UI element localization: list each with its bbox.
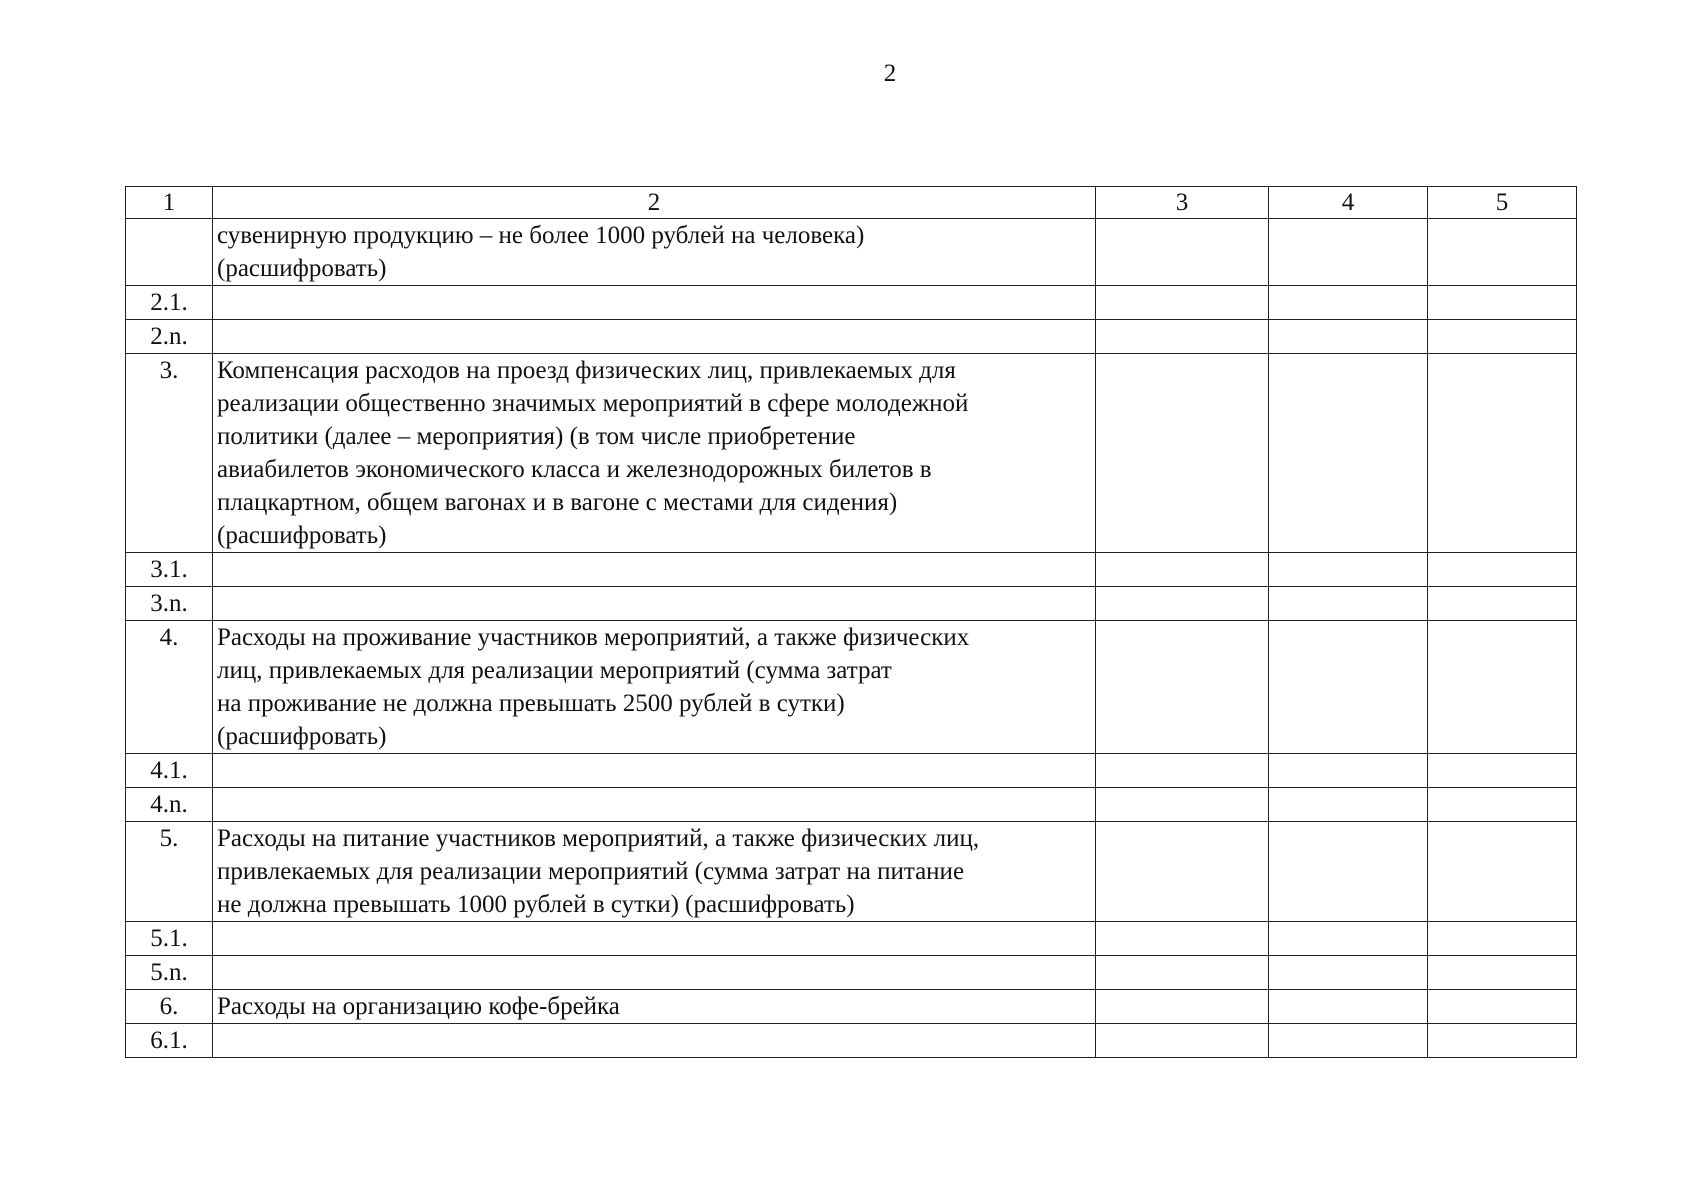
row-cell-4 [1269,822,1428,922]
row-cell-4 [1269,286,1428,320]
row-cell-3 [1096,320,1269,354]
table-row [126,354,1577,553]
table-row [126,621,1577,754]
row-cell-3 [1096,922,1269,956]
row-description: Расходы на проживание участников мероприятий, а также физических лиц, привлекаемых для реализации мероприятий (сумма затрат на проживание не должна превышать 2500 рублей в сутки) (расшифровать) [213,621,1096,754]
row-cell-5 [1428,553,1577,587]
row-cell-3 [1096,788,1269,822]
row-cell-4 [1269,553,1428,587]
row-number: 5.1. [126,922,213,956]
table-row [126,922,1577,956]
row-cell-3 [1096,354,1269,553]
row-cell-3 [1096,822,1269,922]
row-cell-5 [1428,754,1577,788]
row-cell-4 [1269,587,1428,621]
table-row [126,219,1577,286]
row-cell-3 [1096,219,1269,286]
page-number: 2 [883,60,897,87]
row-cell-5 [1428,1024,1577,1058]
row-description [213,922,1096,956]
header-cell-5: 5 [1428,187,1577,219]
row-number: 4.n. [126,788,213,822]
row-number: 2.1. [126,286,213,320]
row-number: 3. [126,354,213,553]
row-description [213,788,1096,822]
row-description [213,286,1096,320]
row-description [213,754,1096,788]
row-number: 3.1. [126,553,213,587]
table-row [126,788,1577,822]
row-cell-5 [1428,922,1577,956]
row-description [213,320,1096,354]
row-cell-5 [1428,219,1577,286]
row-cell-3 [1096,1024,1269,1058]
row-cell-4 [1269,788,1428,822]
table-row [126,587,1577,621]
row-description [213,587,1096,621]
header-cell-2: 2 [213,187,1096,219]
table-row [126,754,1577,788]
row-description [213,1024,1096,1058]
row-cell-5 [1428,320,1577,354]
row-number: 2.n. [126,320,213,354]
table-row [126,553,1577,587]
table-row [126,990,1577,1024]
row-description: Расходы на организацию кофе-брейка [213,990,1096,1024]
table-row [126,286,1577,320]
expense-table [125,186,1577,1058]
row-description [213,956,1096,990]
row-number: 4. [126,621,213,754]
row-cell-4 [1269,922,1428,956]
row-number: 6. [126,990,213,1024]
row-cell-4 [1269,621,1428,754]
row-number: 5.n. [126,956,213,990]
row-number: 6.1. [126,1024,213,1058]
row-description: Компенсация расходов на проезд физических лиц, привлекаемых для реализации общественно значимых мероприятий в сфере молодежной политики (далее – мероприятия) (в том числе приобретение авиабилетов экономического класса и железнодорожных билетов в плацкартном, общем вагонах и в вагоне с местами для сидения) (расшифровать) [213,354,1096,553]
row-cell-5 [1428,788,1577,822]
header-cell-3: 3 [1096,187,1269,219]
header-cell-1: 1 [126,187,213,219]
row-cell-3 [1096,587,1269,621]
table-row [126,822,1577,922]
row-cell-4 [1269,354,1428,553]
row-cell-5 [1428,956,1577,990]
row-number: 5. [126,822,213,922]
table-row [126,320,1577,354]
row-cell-3 [1096,621,1269,754]
table-row [126,956,1577,990]
table-row [126,1024,1577,1058]
row-cell-4 [1269,1024,1428,1058]
row-cell-5 [1428,990,1577,1024]
row-cell-4 [1269,990,1428,1024]
row-cell-3 [1096,956,1269,990]
table-header-row [126,187,1577,219]
row-cell-3 [1096,754,1269,788]
row-description: Расходы на питание участников мероприятий, а также физических лиц, привлекаемых для реализации мероприятий (сумма затрат на питание не должна превышать 1000 рублей в сутки) (расшифровать) [213,822,1096,922]
row-cell-5 [1428,354,1577,553]
row-cell-5 [1428,286,1577,320]
row-number: 3.n. [126,587,213,621]
header-cell-4: 4 [1269,187,1428,219]
row-description [213,553,1096,587]
row-number [126,219,213,286]
row-cell-5 [1428,621,1577,754]
row-cell-5 [1428,822,1577,922]
row-cell-5 [1428,587,1577,621]
row-cell-4 [1269,320,1428,354]
row-number: 4.1. [126,754,213,788]
row-cell-3 [1096,990,1269,1024]
row-description: сувенирную продукцию – не более 1000 рублей на человека) (расшифровать) [213,219,1096,286]
row-cell-4 [1269,956,1428,990]
row-cell-4 [1269,219,1428,286]
row-cell-3 [1096,286,1269,320]
row-cell-4 [1269,754,1428,788]
row-cell-3 [1096,553,1269,587]
